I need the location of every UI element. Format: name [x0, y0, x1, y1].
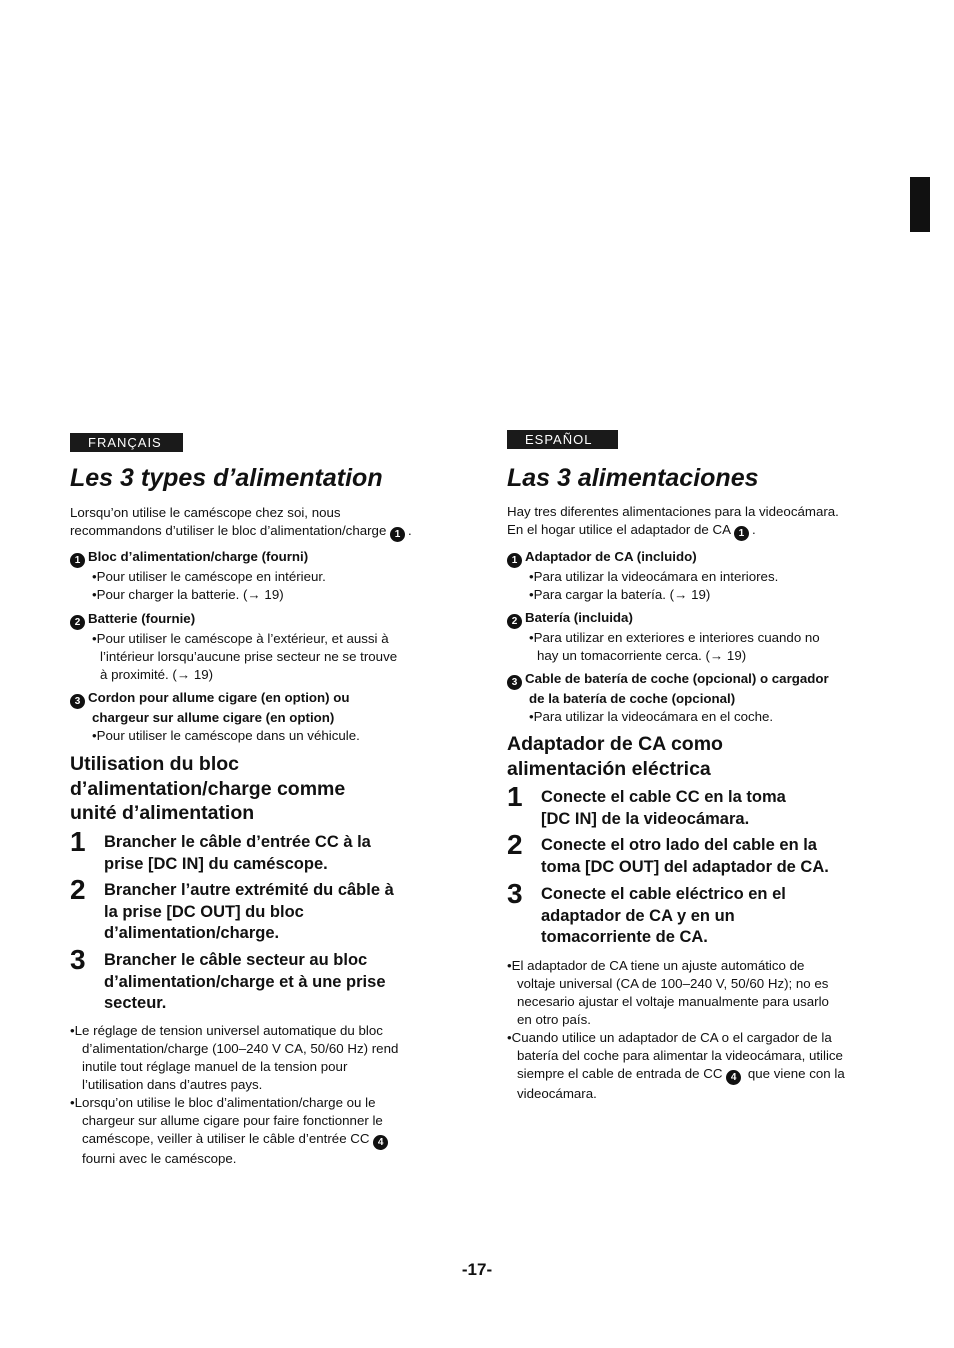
language-label-es: ESPAÑOL	[507, 430, 618, 449]
number-badge-icon: 1	[734, 526, 749, 541]
note-cont: inutile tout réglage manuel de la tension pour	[82, 1059, 348, 1074]
intro-fr	[70, 504, 450, 542]
step-number: 1	[507, 781, 523, 812]
bullet: •Para cargar la batería. (→ 19)	[529, 587, 711, 602]
item-3-es	[507, 670, 897, 726]
step-line: Brancher le câble d’entrée CC à la	[104, 833, 371, 851]
step-line: Conecte el cable eléctrico en el	[541, 885, 786, 903]
bullet-cont: l’intérieur lorsqu’aucune prise secteur ne se trouve	[100, 649, 398, 664]
step-line: [DC IN] de la videocámara.	[541, 809, 750, 828]
number-badge-icon: 4	[373, 1135, 388, 1150]
step-line: Conecte el otro lado del cable en la	[541, 836, 817, 854]
bullet: •Pour utiliser le caméscope dans un véhicule.	[92, 728, 360, 743]
step-line: toma [DC OUT] del adaptador de CA.	[541, 857, 829, 876]
step-line: d’alimentation/charge et à une prise	[104, 972, 386, 991]
heading-line: Utilisation du bloc	[70, 753, 239, 775]
bullet: •Pour utiliser le caméscope à l’extérieur, et aussi à	[92, 631, 389, 646]
note-cont: en otro país.	[517, 1012, 591, 1027]
number-badge-icon: 1	[70, 553, 85, 568]
bullet-cont: à proximité. (→ 19)	[100, 667, 214, 682]
item-heading-text: Adaptador de CA (incluido)	[525, 549, 697, 564]
number-badge-icon: 1	[390, 527, 405, 542]
item-1-es	[507, 548, 897, 604]
item-3-fr	[70, 689, 450, 745]
page-number: -17-	[461, 1260, 493, 1279]
step-text	[104, 950, 444, 1015]
step-number: 3	[70, 944, 86, 975]
item-heading	[70, 610, 450, 630]
note-cont: videocámara.	[517, 1086, 597, 1101]
heading-line: unité d’alimentation	[70, 802, 255, 824]
item-heading	[507, 670, 897, 690]
number-badge-icon: 2	[70, 615, 85, 630]
step-text	[104, 832, 444, 875]
note-text: siempre el cable de entrada de CC	[517, 1066, 723, 1081]
intro-text: recommandons d’utiliser le bloc d’alimentation/charge	[70, 523, 387, 538]
item-heading	[507, 548, 897, 568]
intro-text: En el hogar utilice el adaptador de CA	[507, 522, 731, 537]
step-number: 1	[70, 826, 86, 857]
item-heading-text: Bloc d’alimentation/charge (fourni)	[88, 549, 309, 564]
section-heading-fr	[70, 752, 450, 826]
step-text	[104, 880, 444, 945]
note-cont	[507, 1065, 887, 1085]
step-number: 3	[507, 878, 523, 909]
number-badge-icon: 4	[726, 1070, 741, 1085]
step-line: Brancher l’autre extrémité du câble à	[104, 881, 394, 899]
item-heading-text: Cordon pour allume cigare (en option) ou	[88, 690, 350, 705]
item-heading	[507, 609, 897, 629]
note-cont: voltaje universal (CA de 100–240 V, 50/60 Hz); no es	[517, 976, 829, 991]
item-heading-text: Batterie (fournie)	[88, 611, 196, 626]
item-heading	[70, 689, 450, 709]
step-line: Conecte el cable CC en la toma	[541, 788, 786, 806]
bullet: •Para utilizar la videocámara en el coche.	[529, 709, 774, 724]
bullet: •Para utilizar la videocámara en interiores.	[529, 569, 779, 584]
step-line: d’alimentation/charge.	[104, 924, 280, 942]
page-title-es: Las 3 alimentaciones	[507, 464, 759, 492]
item-2-fr	[70, 610, 450, 684]
item-heading-cont: de la batería de coche (opcional)	[529, 691, 736, 706]
heading-line: d’alimentation/charge comme	[70, 777, 346, 800]
step-text	[541, 835, 891, 878]
step-line: adaptador de CA y en un	[541, 906, 735, 925]
number-badge-icon: 3	[70, 694, 85, 709]
item-heading-text: Batería (incluida)	[525, 610, 633, 625]
heading-line: Adaptador de CA como	[507, 733, 723, 755]
step-text	[541, 884, 891, 949]
intro-line: Hay tres diferentes alimentaciones para la videocámara.	[507, 504, 839, 519]
step-line: Brancher le câble secteur au bloc	[104, 951, 368, 969]
number-badge-icon: 2	[507, 614, 522, 629]
note-cont: fourni avec le caméscope.	[82, 1151, 237, 1166]
intro-line: Lorsqu’on utilise le caméscope chez soi, nous	[70, 505, 341, 520]
note-cont: d’alimentation/charge (100–240 V CA, 50/60 Hz) rend	[82, 1041, 399, 1056]
item-heading-cont: chargeur sur allume cigare (en option)	[92, 710, 335, 725]
step-text	[541, 787, 891, 830]
note: •Cuando utilice un adaptador de CA o el cargador de la	[507, 1030, 832, 1045]
bullet: •Pour utiliser le caméscope en intérieur.	[92, 569, 326, 584]
number-badge-icon: 1	[507, 553, 522, 568]
note-cont: batería del coche para alimentar la videocámara, utilice	[517, 1048, 843, 1063]
note-cont: necesario ajustar el voltaje manualmente para usarlo	[517, 994, 829, 1009]
bullet: •Para utilizar en exteriores e interiores cuando no	[529, 630, 820, 645]
step-number: 2	[507, 829, 523, 860]
item-2-es	[507, 609, 897, 665]
step-line: la prise [DC OUT] du bloc	[104, 902, 304, 921]
step-line: secteur.	[104, 994, 167, 1012]
note: •Le réglage de tension universel automatique du bloc	[70, 1023, 383, 1038]
intro-line: En el hogar utilice el adaptador de CA 1 .	[507, 522, 756, 539]
notes-fr	[70, 1022, 440, 1168]
language-label-fr: FRANÇAIS	[70, 433, 183, 452]
intro-es	[507, 503, 897, 541]
note-text: que viene con la	[747, 1066, 845, 1081]
bullet-cont: hay un tomacorriente cerca. (→ 19)	[537, 648, 747, 663]
item-1-fr	[70, 548, 450, 604]
intro-line: recommandons d’utiliser le bloc d’alimentation/charge 1 .	[70, 523, 412, 540]
note: •Lorsqu’on utilise le bloc d’alimentation/charge ou le	[70, 1095, 376, 1110]
section-heading-es	[507, 732, 897, 781]
item-heading	[70, 548, 450, 568]
note: •El adaptador de CA tiene un ajuste automático de	[507, 958, 805, 973]
heading-line: alimentación eléctrica	[507, 757, 711, 780]
step-number: 2	[70, 874, 86, 905]
note-cont	[70, 1130, 440, 1150]
note-cont: l’utilisation dans d’autres pays.	[82, 1077, 263, 1092]
step-line: prise [DC IN] du caméscope.	[104, 854, 328, 873]
note-text: caméscope, veiller à utiliser le câble d’entrée CC	[82, 1131, 370, 1146]
note-cont: chargeur sur allume cigare pour faire fonctionner le	[82, 1113, 383, 1128]
section-tab-marker	[910, 177, 930, 232]
notes-es	[507, 957, 887, 1103]
item-heading-text: Cable de batería de coche (opcional) o cargador	[525, 671, 829, 686]
number-badge-icon: 3	[507, 675, 522, 690]
page-title-fr: Les 3 types d’alimentation	[70, 464, 383, 492]
step-line: tomacorriente de CA.	[541, 928, 708, 946]
bullet: •Pour charger la batterie. (→ 19)	[92, 587, 284, 602]
